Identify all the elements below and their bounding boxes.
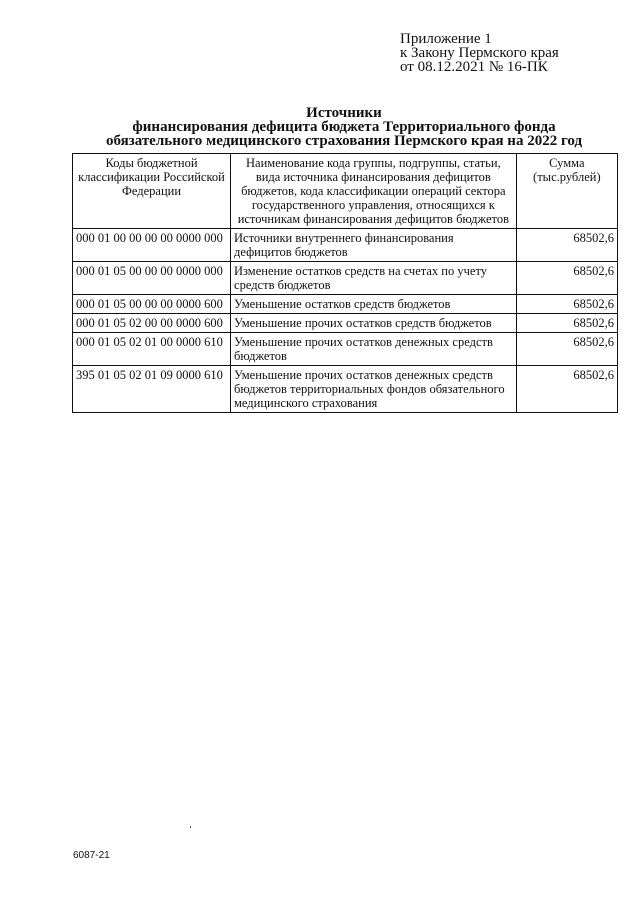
row-sum: 68502,6 <box>516 262 617 295</box>
table-header-row <box>73 154 618 229</box>
row-code: 000 01 05 00 00 00 0000 000 <box>73 262 231 295</box>
row-sum: 68502,6 <box>516 333 617 366</box>
table-row <box>73 366 618 413</box>
document-title <box>60 106 628 148</box>
row-code: 395 01 05 02 01 09 0000 610 <box>73 366 231 413</box>
row-sum: 68502,6 <box>516 366 617 413</box>
scan-speck <box>190 826 191 828</box>
row-sum: 68502,6 <box>516 314 617 333</box>
table-row <box>73 295 618 314</box>
table-row <box>73 333 618 366</box>
row-sum: 68502,6 <box>516 295 617 314</box>
header-code: Коды бюджетной классификации Российской Федерации <box>73 154 231 229</box>
row-name: Уменьшение прочих остатков денежных средств бюджетов территориальных фондов обязательного медицинского страхования <box>231 366 517 413</box>
appendix-line-1: Приложение 1 <box>400 31 492 47</box>
table-row <box>73 314 618 333</box>
row-code: 000 01 00 00 00 00 0000 000 <box>73 229 231 262</box>
budget-sources-table <box>72 153 618 413</box>
title-line-2: финансирования дефицита бюджета Территориального фонда <box>132 119 556 135</box>
table-row <box>73 262 618 295</box>
appendix-block <box>400 32 559 74</box>
row-code: 000 01 05 02 01 00 0000 610 <box>73 333 231 366</box>
row-name: Изменение остатков средств на счетах по учету средств бюджетов <box>231 262 517 295</box>
row-name: Уменьшение прочих остатков денежных средств бюджетов <box>231 333 517 366</box>
row-code: 000 01 05 02 00 00 0000 600 <box>73 314 231 333</box>
appendix-line-2: к Закону Пермского края <box>400 45 559 61</box>
row-name: Уменьшение прочих остатков средств бюджетов <box>231 314 517 333</box>
row-name: Источники внутреннего финансирования дефицитов бюджетов <box>231 229 517 262</box>
table-row <box>73 229 618 262</box>
row-code: 000 01 05 00 00 00 0000 600 <box>73 295 231 314</box>
document-number: 6087-21 <box>73 850 110 861</box>
row-sum: 68502,6 <box>516 229 617 262</box>
title-line-1: Источники <box>306 105 382 121</box>
appendix-line-3: от 08.12.2021 № 16-ПК <box>400 59 548 75</box>
header-sum: Сумма (тыс.рублей) <box>516 154 617 229</box>
row-name: Уменьшение остатков средств бюджетов <box>231 295 517 314</box>
title-line-3: обязательного медицинского страхования Пермского края на 2022 год <box>105 133 583 149</box>
header-name: Наименование кода группы, подгруппы, статьи, вида источника финансирования дефицитов бюджетов, кода классификации операций сектора государственного управления, относящихся к источникам финансирования дефицитов бюджетов <box>231 154 517 229</box>
